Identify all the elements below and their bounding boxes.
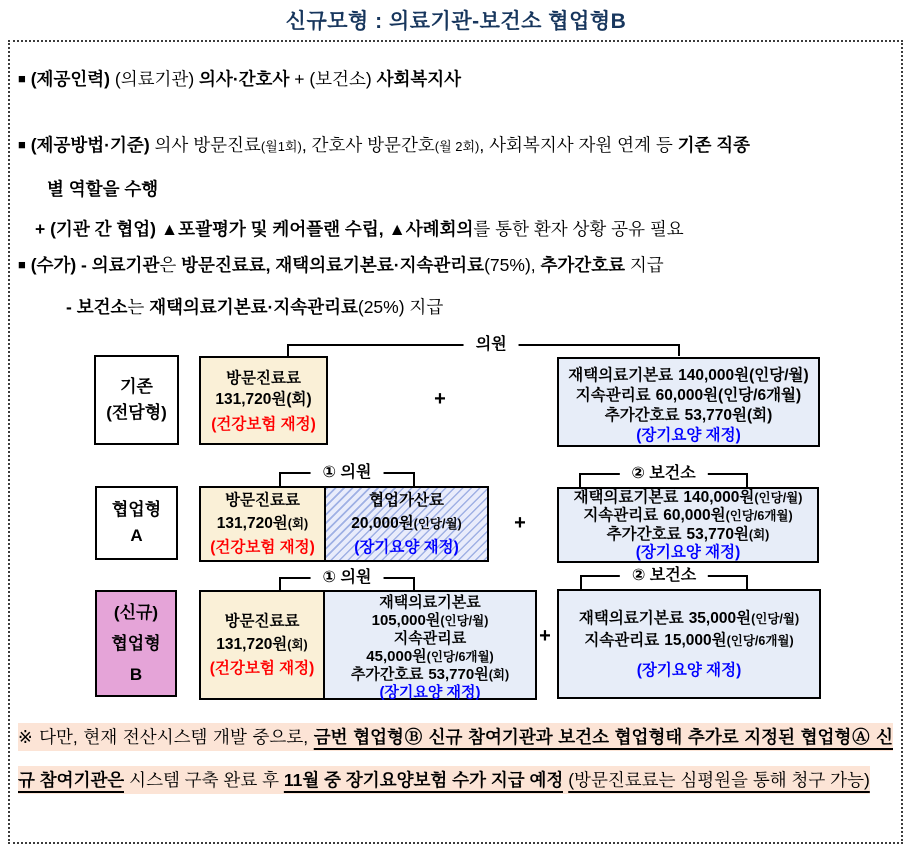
content-panel [8,40,903,844]
square-bullet-icon: ■ [18,257,26,272]
bullet-text: , 간호사 방문간호 [301,135,435,155]
fee-line: 131,720원(회) [216,636,308,653]
phc-ltc-fee-box-typeB [557,589,821,699]
row-tag-new-typeB [95,590,177,697]
bullet-text: + (기관 간 협업) [35,219,161,239]
bracket-label: 의원 [464,335,519,355]
fee-line: 추가간호료 53,770원(회) [606,525,770,543]
fee-line: 105,000원(인당/월) [371,612,489,629]
fee-line: 지속관리료 60,000원(인당/6개월) [583,507,793,524]
bullet-text: (제공인력) [30,69,111,89]
ltc-fee-box-typeA [557,487,819,563]
note-text-underline: (방문진료료는 심평원을 통해 청구 가능) [568,766,870,794]
bullet-personnel [18,66,891,92]
bullet-text: ▲포괄평가 및 케어플랜 수립, ▲사례회의 [160,219,474,239]
square-bullet-icon: ■ [18,71,26,86]
bracket-phc-typeA [579,465,748,487]
bullet-text: 지급 [625,255,664,275]
fee-line: 재택의료기본료 35,000원(인당/월) [578,609,800,627]
bullet-text: 의사 방문진료 [149,135,261,155]
tag-line: 협업형 [111,500,162,519]
bullet-text: (수가) - 의료기관 [30,255,160,275]
bullet-text: (의료기관) [110,69,200,89]
fee-line: 재택의료기본료 140,000원(인당/월) [568,367,809,384]
tag-line: B [129,665,143,684]
bullet-text: 방문진료료, 재택의료기본료·지속관리료 [181,255,485,275]
plus-sign: + [539,625,551,647]
bracket-clinic-typeB [279,569,415,590]
footnote [18,716,893,802]
bullet-text: 는 [127,297,150,317]
bullet-fee [18,244,891,286]
bullet-text: - 보건소 [66,297,128,317]
bullet-text: (월 2회) [434,139,480,154]
bracket-label: ① 의원 [311,568,384,588]
fee-line: 지속관리료 60,000원(인당/6개월) [575,387,802,404]
fund-label-ltc: (장기요양 재정) [635,544,741,561]
visit-fee-box-existing [199,356,328,445]
bracket-label: ① 의원 [311,463,384,483]
fund-label-ltc: (장기요양 재정) [636,661,742,679]
fee-line: 45,000원(인당/6개월) [366,648,494,665]
bullet-text: 별 역할을 수행 [47,179,159,199]
ltc-fee-box-existing [557,357,820,447]
fund-label-health: (건강보험 재정) [210,539,315,556]
bullet-text: 를 통한 환자 상황 공유 필요 [473,219,684,239]
bracket-clinic-existing [287,336,680,356]
fee-line: 방문진료료 [224,613,300,630]
row-tag-existing [94,355,179,445]
bullet-fee-phc [18,286,891,328]
fee-line: 추가간호료 53,770원(회) [604,407,773,424]
square-bullet-icon: ■ [18,137,26,152]
fee-line: 추가간호료 53,770원(회) [350,666,510,683]
visit-fee-box-typeA [199,486,326,562]
tag-line: A [130,526,143,545]
bullet-text: 사회복지사 [376,69,462,89]
row-tag-typeA [95,486,178,560]
plus-sign: + [434,388,446,410]
visit-fee-box-typeB [199,590,325,700]
fund-label-ltc: (장기요양 재정) [379,684,481,701]
fee-line: 방문진료료 [225,492,300,509]
tag-line: (전담형) [106,403,167,422]
bullet-text: 추가간호료 [540,255,626,275]
fee-line: 131,720원(회) [215,391,312,408]
bullet-method [18,124,891,210]
fee-line: 지속관리료 15,000원(인당/6개월) [584,631,794,649]
clinic-ltc-fee-box-typeB [323,590,537,700]
fund-label-ltc: (장기요양 재정) [354,539,459,556]
tag-line: (신규) [113,603,159,622]
fund-label-health: (건강보험 재정) [209,660,315,677]
fee-line: 131,720원(회) [216,515,309,532]
fee-line: 지속관리료 [393,630,467,647]
bracket-label: ② 보건소 [620,566,708,586]
bullet-text: 의사·간호사 [199,69,290,89]
bracket-label: ② 보건소 [619,464,707,484]
fee-line: 협업가산료 [369,492,444,509]
bracket-clinic-typeA [279,464,415,486]
bullet-text: (25%) 지급 [357,297,444,317]
note-text: 시스템 구축 완료 후 [124,766,284,794]
bullet-text: , 사회복지사 자원 연계 등 [479,135,678,155]
bullet-text: (월1회) [260,139,302,154]
note-text-emphasis: 금번 협업형Ⓑ 신규 참여기관과 보건소 협업형태 추가로 지정된 협업형Ⓐ 신규 참여기관은 [18,723,893,794]
fund-label-health: (건강보험 재정) [211,416,316,433]
bullet-text: (제공방법·기준) [30,135,150,155]
note-text-emphasis: 11월 중 장기요양보험 수가 지급 예정 [284,766,563,794]
addon-fee-box-typeA [324,486,489,562]
bullet-text: 은 [159,255,182,275]
fee-line: 재택의료기본료 [379,594,481,611]
fund-label-ltc: (장기요양 재정) [636,427,741,444]
fee-line: 방문진료료 [226,370,301,387]
bullet-text: + (보건소) [289,69,377,89]
tag-line: 기존 [120,377,153,396]
bullet-text: (75%), [484,255,541,275]
bullet-text: 재택의료기본료·지속관리료 [149,297,358,317]
fee-line: 20,000원(인당/월) [351,515,462,532]
plus-sign: + [514,512,526,534]
tag-line: 협업형 [111,634,161,653]
note-text: ※ 다만, 현재 전산시스템 개발 중으로, [18,723,314,751]
page-title: 신규모형 : 의료기관-보건소 협업형B [285,10,627,33]
bracket-phc-typeB [580,567,748,590]
fee-line: 재택의료기본료 140,000원(인당/월) [573,488,803,506]
bullet-text: 기존 직종 [677,135,751,155]
